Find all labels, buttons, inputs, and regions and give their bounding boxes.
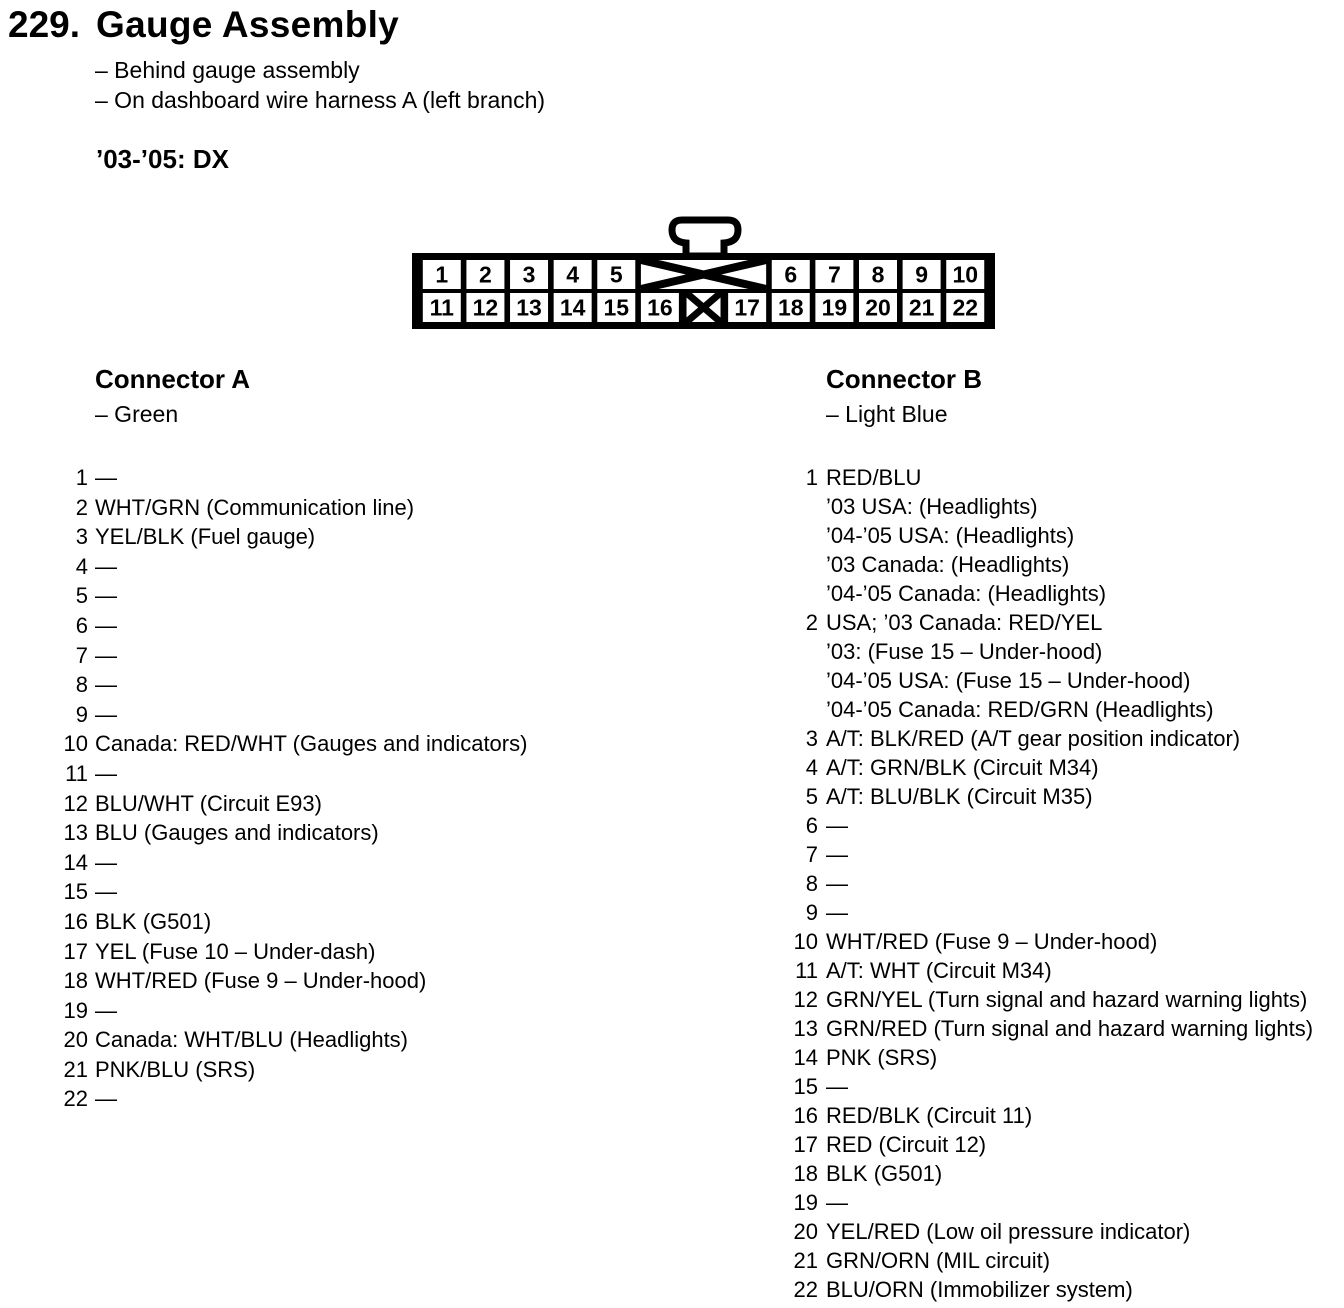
pin-description xyxy=(95,700,117,730)
pin-description xyxy=(826,1275,1133,1304)
pin-row xyxy=(62,611,527,641)
pin-cell-number: 16 xyxy=(647,294,673,321)
pin-description-line: — xyxy=(95,701,117,727)
pin-cell-number: 9 xyxy=(915,261,929,288)
location-note-line: – Behind gauge assembly xyxy=(95,57,360,83)
pin-description xyxy=(95,463,117,493)
pin-description xyxy=(826,1014,1313,1043)
pin-description-line: — xyxy=(95,583,117,609)
pin-description-line: WHT/GRN (Communication line) xyxy=(95,494,415,520)
pin-row xyxy=(62,1025,527,1055)
pin-cell-number: 4 xyxy=(566,261,580,288)
pin-description-line: PNK (SRS) xyxy=(826,1045,938,1070)
pin-number: 22 xyxy=(63,1086,88,1112)
pin-row xyxy=(788,840,1313,869)
pin-description-line: — xyxy=(95,642,117,668)
pin-description xyxy=(95,1025,408,1055)
pin-description-line: GRN/RED (Turn signal and hazard warning lights) xyxy=(826,1016,1314,1041)
pin-cell-number: 7 xyxy=(827,261,841,288)
pin-number: 1 xyxy=(75,465,88,490)
pin-description-line: — xyxy=(95,879,117,905)
pin-description-line: — xyxy=(826,1074,848,1099)
pin-number: 12 xyxy=(793,987,818,1012)
pin-row xyxy=(788,811,1313,840)
pin-number: 20 xyxy=(793,1219,818,1244)
pin-row xyxy=(788,1014,1313,1043)
pin-cell-number: 10 xyxy=(952,261,979,288)
pin-description-line: BLU/ORN (Immobilizer system) xyxy=(826,1277,1133,1302)
pin-description xyxy=(826,956,1052,985)
pin-description-line: — xyxy=(95,1086,117,1112)
pin-cell-number: 18 xyxy=(777,294,804,321)
pin-row xyxy=(62,907,527,937)
pin-description xyxy=(95,641,117,671)
pin-number: 8 xyxy=(75,672,88,698)
pin-cell-number: 22 xyxy=(952,294,979,321)
connector-keying-tab-icon xyxy=(672,220,738,256)
pin-description-line: ’04-’05 Canada: (Headlights) xyxy=(826,581,1107,606)
pin-number: 9 xyxy=(805,900,818,925)
pin-row xyxy=(788,608,1313,724)
pin-description-line: ’04-’05 USA: (Fuse 15 – Under-hood) xyxy=(826,668,1191,693)
pin-description xyxy=(95,552,117,582)
connector-a-title: Connector A xyxy=(95,364,251,394)
pin-number: 10 xyxy=(63,731,88,757)
section-number: 229. xyxy=(8,4,81,45)
pin-description-line: ’04-’05 Canada: RED/GRN (Headlights) xyxy=(826,697,1214,722)
pin-description-line: ’03 Canada: (Headlights) xyxy=(826,552,1070,577)
pin-cell-number: 11 xyxy=(429,294,454,321)
pin-description-line: PNK/BLU (SRS) xyxy=(95,1056,256,1082)
pin-description-line: BLU (Gauges and indicators) xyxy=(95,820,379,846)
pin-number: 7 xyxy=(805,842,818,867)
connector-b-color-note: – Light Blue xyxy=(826,401,948,427)
pin-description xyxy=(826,1246,1050,1275)
pin-description xyxy=(95,937,375,967)
pin-description xyxy=(95,759,117,789)
pin-description-line: BLK (G501) xyxy=(826,1161,943,1186)
pin-cell-number: 19 xyxy=(821,294,848,321)
pin-row xyxy=(62,552,527,582)
pin-number: 5 xyxy=(805,784,818,809)
pin-row xyxy=(62,759,527,789)
pin-description-line: — xyxy=(95,612,117,638)
pin-number: 3 xyxy=(805,726,818,751)
pin-number: 7 xyxy=(75,642,88,668)
pin-description xyxy=(826,1188,848,1217)
pin-description xyxy=(826,811,848,840)
pin-description-line: — xyxy=(95,465,117,490)
pin-row xyxy=(788,1072,1313,1101)
pin-row xyxy=(62,522,527,552)
pin-cell-number: 14 xyxy=(559,294,586,321)
pin-description xyxy=(826,463,1106,608)
pin-number: 1 xyxy=(805,465,818,490)
pin-description-line: — xyxy=(95,849,117,875)
pin-description xyxy=(95,729,527,759)
pin-row xyxy=(62,789,527,819)
pin-description-line: ’04-’05 USA: (Headlights) xyxy=(826,523,1075,548)
pin-number: 2 xyxy=(805,610,818,635)
pin-description-line: WHT/RED (Fuse 9 – Under-hood) xyxy=(826,929,1158,954)
pin-number: 16 xyxy=(793,1103,818,1128)
pin-cell-number: 20 xyxy=(865,294,891,321)
pin-number: 15 xyxy=(793,1074,818,1099)
pin-description xyxy=(95,996,117,1026)
pin-number: 9 xyxy=(75,701,88,727)
pin-number: 15 xyxy=(63,879,88,905)
pin-description xyxy=(826,753,1099,782)
pin-number: 4 xyxy=(75,553,88,579)
pin-description-line: RED (Circuit 12) xyxy=(826,1132,987,1157)
pin-row xyxy=(62,670,527,700)
pin-cell-number: 21 xyxy=(908,294,935,321)
connector-pinout-diagram xyxy=(410,210,1000,332)
pin-description-line: A/T: BLU/BLK (Circuit M35) xyxy=(826,784,1093,809)
pin-row xyxy=(788,463,1313,608)
pin-description xyxy=(95,848,117,878)
pin-number: 6 xyxy=(805,813,818,838)
pin-description-line: GRN/ORN (MIL circuit) xyxy=(826,1248,1051,1273)
pin-number: 17 xyxy=(793,1132,818,1157)
pin-description xyxy=(826,782,1093,811)
pin-description-line: ’03 USA: (Headlights) xyxy=(826,494,1038,519)
pin-description xyxy=(826,869,848,898)
pin-description-line: RED/BLK (Circuit 11) xyxy=(826,1103,1033,1128)
pin-description-line: YEL/BLK (Fuel gauge) xyxy=(95,524,316,550)
pin-description-line: — xyxy=(95,553,117,579)
pin-description xyxy=(826,1043,937,1072)
location-note-line: – On dashboard wire harness A (left branch) xyxy=(95,86,546,113)
pin-description-line: Canada: WHT/BLU (Headlights) xyxy=(95,1027,409,1053)
pin-number: 8 xyxy=(805,871,818,896)
pin-number: 13 xyxy=(793,1016,818,1041)
pin-number: 21 xyxy=(793,1248,818,1273)
pin-number: 16 xyxy=(63,908,88,934)
pin-number: 18 xyxy=(793,1161,818,1186)
pin-description-line: — xyxy=(95,760,117,786)
pin-row xyxy=(788,1101,1313,1130)
pin-description-line: Canada: RED/WHT (Gauges and indicators) xyxy=(95,731,528,757)
pin-cell-number: 8 xyxy=(871,261,885,288)
pin-row xyxy=(62,937,527,967)
pin-cell-number: 17 xyxy=(734,294,760,321)
pin-number: 19 xyxy=(63,997,88,1023)
pin-description xyxy=(826,985,1307,1014)
pin-description-line: BLK (G501) xyxy=(95,908,212,934)
pin-row xyxy=(62,1055,527,1085)
pin-description-line: ’03: (Fuse 15 – Under-hood) xyxy=(826,639,1103,664)
pin-description xyxy=(95,877,117,907)
pin-description-line: — xyxy=(826,813,848,838)
pin-number: 14 xyxy=(63,849,88,875)
pin-description-line: BLU/WHT (Circuit E93) xyxy=(95,790,322,816)
pin-description xyxy=(826,724,1240,753)
pin-row xyxy=(788,1159,1313,1188)
pin-number: 17 xyxy=(63,938,88,964)
pin-row xyxy=(788,1217,1313,1246)
pin-row xyxy=(788,898,1313,927)
pin-row xyxy=(62,877,527,907)
pin-description xyxy=(826,1130,986,1159)
page-title: Gauge Assembly xyxy=(96,4,400,45)
pin-number: 2 xyxy=(75,494,88,520)
pin-row xyxy=(62,996,527,1026)
pin-row xyxy=(62,966,527,996)
pin-description-line: — xyxy=(826,1190,848,1215)
pin-cell-number: 3 xyxy=(522,261,536,288)
pin-row xyxy=(788,1043,1313,1072)
pin-description-line: A/T: WHT (Circuit M34) xyxy=(826,958,1052,983)
pin-number: 11 xyxy=(65,760,88,786)
pin-row xyxy=(62,729,527,759)
pin-row xyxy=(788,1246,1313,1275)
connector-a-color-note: – Green xyxy=(95,401,179,427)
pin-row xyxy=(62,641,527,671)
pin-row xyxy=(788,782,1313,811)
pin-row xyxy=(788,724,1313,753)
variant-heading: ’03-’05: DX xyxy=(96,144,229,174)
pin-description xyxy=(95,1084,117,1114)
pin-row xyxy=(788,1130,1313,1159)
pin-number: 10 xyxy=(793,929,818,954)
pin-cell-number: 2 xyxy=(479,261,492,288)
connector-a-pin-list xyxy=(62,463,527,1114)
pin-description-line: WHT/RED (Fuse 9 – Under-hood) xyxy=(95,968,427,994)
pin-number: 6 xyxy=(75,612,88,638)
pin-number: 12 xyxy=(63,790,88,816)
pin-cell-number: 15 xyxy=(603,294,630,321)
pin-description xyxy=(826,1072,848,1101)
pin-number: 11 xyxy=(795,958,818,983)
pin-number: 14 xyxy=(793,1045,818,1070)
pin-description xyxy=(95,581,117,611)
pin-description-line: A/T: BLK/RED (A/T gear position indicator) xyxy=(826,726,1241,751)
pin-row xyxy=(62,1084,527,1114)
pin-description xyxy=(95,611,117,641)
pin-description-line: — xyxy=(826,842,848,867)
pin-description xyxy=(95,493,414,523)
pin-description xyxy=(95,522,315,552)
pin-row xyxy=(788,956,1313,985)
pin-description-line: — xyxy=(95,997,117,1023)
pin-number: 13 xyxy=(63,820,88,846)
pin-number: 18 xyxy=(63,968,88,994)
pin-description xyxy=(826,898,848,927)
pin-description xyxy=(95,1055,255,1085)
pin-description-line: — xyxy=(826,871,848,896)
pin-description-line: — xyxy=(826,900,848,925)
pin-description xyxy=(826,608,1214,724)
pin-number: 21 xyxy=(63,1056,88,1082)
pin-description xyxy=(95,670,117,700)
pin-description xyxy=(95,966,426,996)
pin-row xyxy=(788,1188,1313,1217)
pin-description-line: USA; ’03 Canada: RED/YEL xyxy=(826,610,1103,635)
pin-number: 4 xyxy=(805,755,818,780)
pin-row xyxy=(62,581,527,611)
connector-b-title: Connector B xyxy=(826,364,982,394)
pin-row xyxy=(788,869,1313,898)
pin-number: 20 xyxy=(63,1027,88,1053)
pin-row xyxy=(788,927,1313,956)
pin-row xyxy=(62,700,527,730)
pin-number: 22 xyxy=(793,1277,818,1302)
pin-description xyxy=(826,927,1157,956)
pin-description xyxy=(826,840,848,869)
pin-cell-number: 13 xyxy=(516,294,542,321)
pin-description-line: RED/BLU xyxy=(826,465,922,490)
pin-number: 3 xyxy=(75,524,88,550)
pin-row xyxy=(62,493,527,523)
pin-description xyxy=(826,1217,1190,1246)
pin-row xyxy=(788,985,1313,1014)
pin-cell-number: 12 xyxy=(472,294,499,321)
pin-row xyxy=(788,753,1313,782)
pin-cell-number: 6 xyxy=(784,261,798,288)
pin-row xyxy=(788,1275,1313,1304)
pin-description xyxy=(826,1101,1032,1130)
pin-description-line: — xyxy=(95,672,117,698)
pin-description xyxy=(95,818,379,848)
pin-description-line: YEL/RED (Low oil pressure indicator) xyxy=(826,1219,1191,1244)
pin-description xyxy=(95,907,211,937)
pin-number: 5 xyxy=(75,583,88,609)
pin-description-line: A/T: GRN/BLK (Circuit M34) xyxy=(826,755,1099,780)
pin-row xyxy=(62,848,527,878)
pin-row xyxy=(62,463,527,493)
pin-cell-number: 5 xyxy=(609,261,623,288)
pin-description-line: GRN/YEL (Turn signal and hazard warning lights) xyxy=(826,987,1308,1012)
pin-cell-number: 1 xyxy=(435,261,449,288)
pin-description xyxy=(95,789,322,819)
pin-row xyxy=(62,818,527,848)
connector-b-pin-list xyxy=(788,463,1313,1304)
pin-number: 19 xyxy=(793,1190,818,1215)
pin-description xyxy=(826,1159,942,1188)
pin-description-line: YEL (Fuse 10 – Under-dash) xyxy=(95,938,376,964)
location-notes xyxy=(95,56,545,115)
